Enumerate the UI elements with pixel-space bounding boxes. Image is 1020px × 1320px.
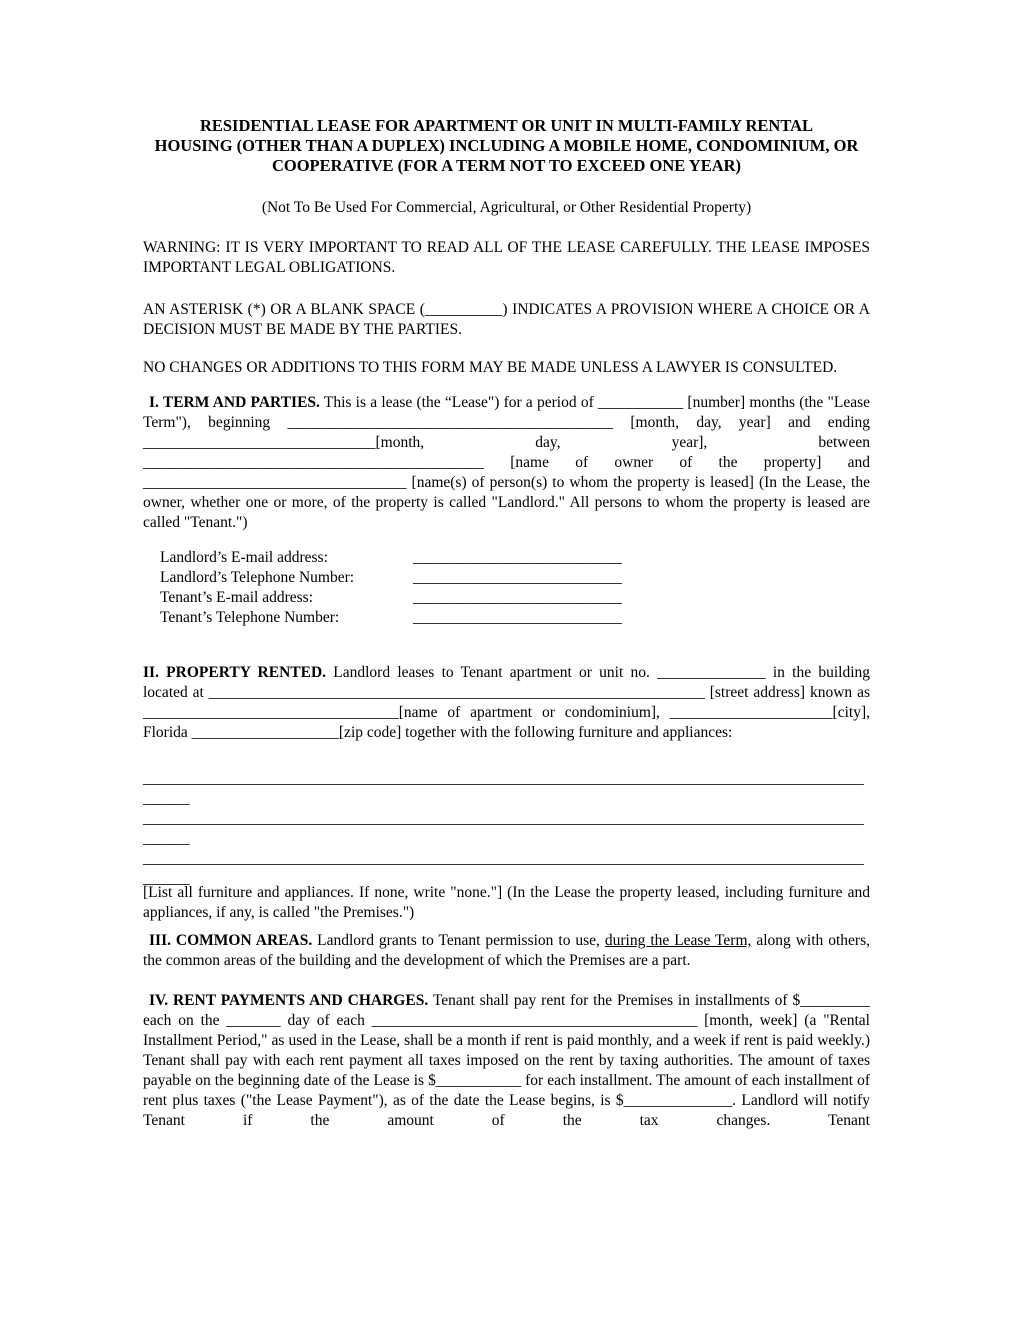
tenant-email-blank: ___________________________	[413, 589, 623, 606]
section-common-heading: III. COMMON AREAS.	[149, 932, 313, 949]
document-title-line-1: RESIDENTIAL LEASE FOR APARTMENT OR UNIT IN MULTI-FAMILY RENTAL	[199, 116, 814, 135]
contact-info-block	[143, 548, 870, 628]
tenant-email-label: Tenant’s E-mail address:	[160, 589, 314, 606]
section-common-underlined-phrase: during the Lease Term,	[604, 932, 752, 949]
landlord-email-row	[160, 548, 870, 568]
no-changes-notice: NO CHANGES OR ADDITIONS TO THIS FORM MAY BE MADE UNLESS A LAWYER IS CONSULTED.	[143, 359, 838, 376]
asterisk-notice: AN ASTERISK (*) OR A BLANK SPACE (__________) INDICATES A PROVISION WHERE A CHOICE OR A DECISION MUST BE MADE BY THE PARTIES.	[143, 301, 870, 338]
furniture-blank-line: ___________________________________________________________________________________________________	[143, 850, 864, 887]
tenant-phone-row	[160, 608, 870, 628]
section-property-rented	[143, 663, 870, 743]
landlord-email-blank: ___________________________	[413, 549, 623, 566]
document-title-line-3: COOPERATIVE (FOR A TERM NOT TO EXCEED ONE YEAR)	[271, 156, 742, 175]
furniture-blank-lines	[143, 769, 870, 889]
section-term-heading: I. TERM AND PARTIES.	[149, 394, 320, 411]
section-rent-body: Tenant shall pay rent for the Premises in installments of $_________ each on the _______ day of each __________________________________________ [month, week] (a "Rental Installment Period," as used in the Lease, shall be a month if rent is paid monthly, and a week if rent is paid weekly.) Tenant shall pay with each rent payment all taxes imposed on the rent by taxing authorities. The amount of taxes payable on the beginning date of the Lease is $___________ for each installment. The amount of each installment of rent plus taxes ("the Lease Payment"), as of the date the Lease begins, is $______________. Landlord will notify Tenant if the amount of the tax changes. Tenant	[143, 992, 871, 1129]
furniture-list-note: [List all furniture and appliances. If none, write "none."] (In the Lease the property leased, including furniture and appliances, if any, is called "the Premises.")	[143, 884, 870, 921]
section-property-body: Landlord leases to Tenant apartment or unit no. ______________ in the building located at ________________________________________________________________ [street address] known as _________________________________[name of apartment or condominium], _____________________[city], Florida ___________________[zip code] together with the following furniture and appliances:	[143, 664, 870, 741]
furniture-blank-line: ___________________________________________________________________________________________________	[143, 810, 864, 847]
section-term-body: This is a lease (the “Lease") for a period of ___________ [number] months (the "Lease Term"), beginning __________________________________________ [month, day, year] and ending ______________________________[month, day, year], between ____________________________________________ [name of owner of the property] and __________________________________ [name(s) of person(s) to whom the property is leased] (In the Lease, the owner, whether one or more, of the property is called "Landlord." All persons to whom the property is leased are called "Tenant.")	[143, 394, 870, 531]
section-rent-heading: IV. RENT PAYMENTS AND CHARGES.	[149, 992, 429, 1009]
tenant-phone-label: Tenant’s Telephone Number:	[160, 609, 340, 626]
tenant-email-row	[160, 588, 870, 608]
section-common-areas	[143, 931, 870, 971]
furniture-blank-line: ___________________________________________________________________________________________________	[143, 770, 864, 807]
section-property-heading: II. PROPERTY RENTED.	[143, 664, 327, 681]
landlord-phone-label: Landlord’s Telephone Number:	[160, 569, 355, 586]
document-title-line-2: HOUSING (OTHER THAN A DUPLEX) INCLUDING A MOBILE HOME, CONDOMINIUM, OR	[154, 136, 859, 155]
document-subtitle: (Not To Be Used For Commercial, Agricultural, or Other Residential Property)	[261, 199, 752, 216]
lease-document-page	[143, 0, 870, 1131]
landlord-phone-blank: ___________________________	[413, 569, 623, 586]
section-term-and-parties	[143, 393, 870, 533]
document-title	[143, 116, 870, 176]
warning-notice: WARNING: IT IS VERY IMPORTANT TO READ ALL OF THE LEASE CAREFULLY. THE LEASE IMPOSES IMPORTANT LEGAL OBLIGATIONS.	[143, 239, 870, 276]
section-common-body-post: along with others, the common areas of the building and the development of which the Premises are a part.	[143, 932, 871, 969]
landlord-phone-row	[160, 568, 870, 588]
tenant-phone-blank: ___________________________	[413, 609, 623, 626]
landlord-email-label: Landlord’s E-mail address:	[160, 549, 328, 566]
section-common-body-pre: Landlord grants to Tenant permission to use,	[312, 932, 605, 949]
section-rent-payments	[143, 991, 870, 1131]
